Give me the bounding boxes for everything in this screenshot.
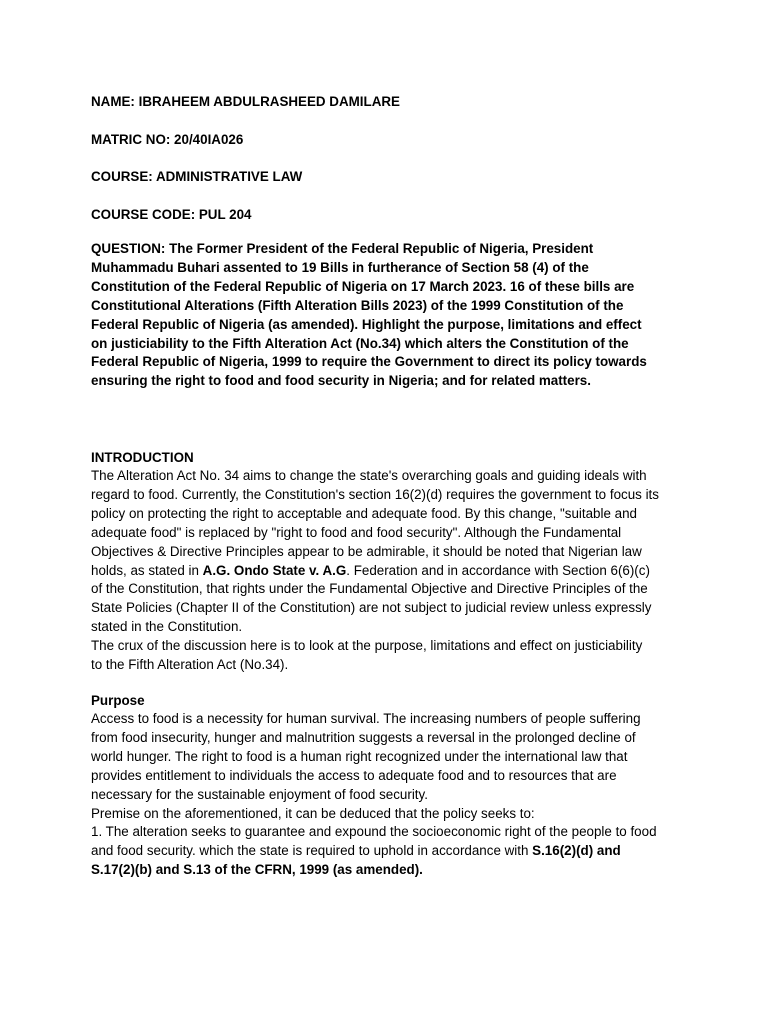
paragraph-line: Access to food is a necessity for human survival. The increasing numbers of people suffering xyxy=(91,711,641,726)
question-line: QUESTION: The Former President of the Federal Republic of Nigeria, President xyxy=(91,241,594,256)
paragraph-line: Premise on the aforementioned, it can be deduced that the policy seeks to: xyxy=(91,805,535,821)
paragraph-line: necessary for the sustainable enjoyment of food security. xyxy=(91,786,428,802)
paragraph-line: world hunger. The right to food is a human right recognized under the international law that xyxy=(91,748,628,764)
text-run: and food security. which the state is required to uphold in accordance with xyxy=(91,843,533,859)
paragraph-line: from food insecurity, hunger and malnutrition suggests a reversal in the prolonged decline of xyxy=(91,729,636,745)
paragraph-line: of the Constitution, that rights under the Fundamental Objective and Directive Principles of the xyxy=(91,581,648,597)
student-name: NAME: IBRAHEEM ABDULRASHEED DAMILARE xyxy=(91,94,400,109)
paragraph-line: adequate food" is replaced by "right to food and food security". Although the Fundamental xyxy=(91,524,622,540)
statute-citation: S.16(2)(d) and xyxy=(532,843,621,859)
paragraph-line: The crux of the discussion here is to look at the purpose, limitations and effect on justiciability xyxy=(91,638,643,654)
question-line: Constitution of the Federal Republic of Nigeria on 17 March 2023. 16 of these bills are xyxy=(91,278,635,294)
paragraph-line: 1. The alteration seeks to guarantee and expound the socioeconomic right of the people to food xyxy=(91,824,657,840)
paragraph-line xyxy=(91,861,691,880)
paragraph-line xyxy=(91,562,691,581)
purpose-paragraph xyxy=(91,710,691,880)
question-line: Muhammadu Buhari assented to 19 Bills in furtherance of Section 58 (4) of the xyxy=(91,259,589,275)
case-citation: A.G. Ondo State v. A.G xyxy=(202,562,347,578)
paragraph-line: stated in the Constitution. xyxy=(91,619,243,635)
paragraph-line xyxy=(91,842,691,861)
course-title: COURSE: ADMINISTRATIVE LAW xyxy=(91,169,303,184)
question-line: on justiciability to the Fifth Alteration Act (No.34) which alters the Constitution of the xyxy=(91,335,629,351)
course-code: COURSE CODE: PUL 204 xyxy=(91,207,252,222)
paragraph-line: provides entitlement to individuals the access to adequate food and to resources that are xyxy=(91,767,617,783)
paragraph-line: State Policies (Chapter II of the Constitution) are not subject to judicial review unless expressly xyxy=(91,600,652,616)
question-line: Federal Republic of Nigeria (as amended). Highlight the purpose, limitations and effect xyxy=(91,316,642,332)
text-run: . Federation and in accordance with Section 6(6)(c) xyxy=(346,562,650,578)
matric-number: MATRIC NO: 20/40IA026 xyxy=(91,132,244,147)
statute-citation: S.17(2)(b) and S.13 of the CFRN, 1999 (as amended). xyxy=(91,862,423,878)
paragraph-line: to the Fifth Alteration Act (No.34). xyxy=(91,657,289,673)
question-line: Federal Republic of Nigeria, 1999 to require the Government to direct its policy towards xyxy=(91,354,647,370)
introduction-heading: INTRODUCTION xyxy=(91,450,194,465)
paragraph-line: regard to food. Currently, the Constitution's section 16(2)(d) requires the government to focus its xyxy=(91,486,659,502)
paragraph-line: Objectives & Directive Principles appear to be admirable, it should be noted that Nigerian law xyxy=(91,543,642,559)
paragraph-line: The Alteration Act No. 34 aims to change the state's overarching goals and guiding ideals with xyxy=(91,468,647,483)
question-block xyxy=(91,240,691,391)
question-line: ensuring the right to food and food security in Nigeria; and for related matters. xyxy=(91,373,591,389)
question-line: Constitutional Alterations (Fifth Alteration Bills 2023) of the 1999 Constitution of the xyxy=(91,297,624,313)
paragraph-line: policy on protecting the right to acceptable and adequate food. By this change, "suitable and xyxy=(91,505,637,521)
purpose-heading: Purpose xyxy=(91,693,145,708)
introduction-paragraph xyxy=(91,467,691,675)
text-run: holds, as stated in xyxy=(91,562,203,578)
